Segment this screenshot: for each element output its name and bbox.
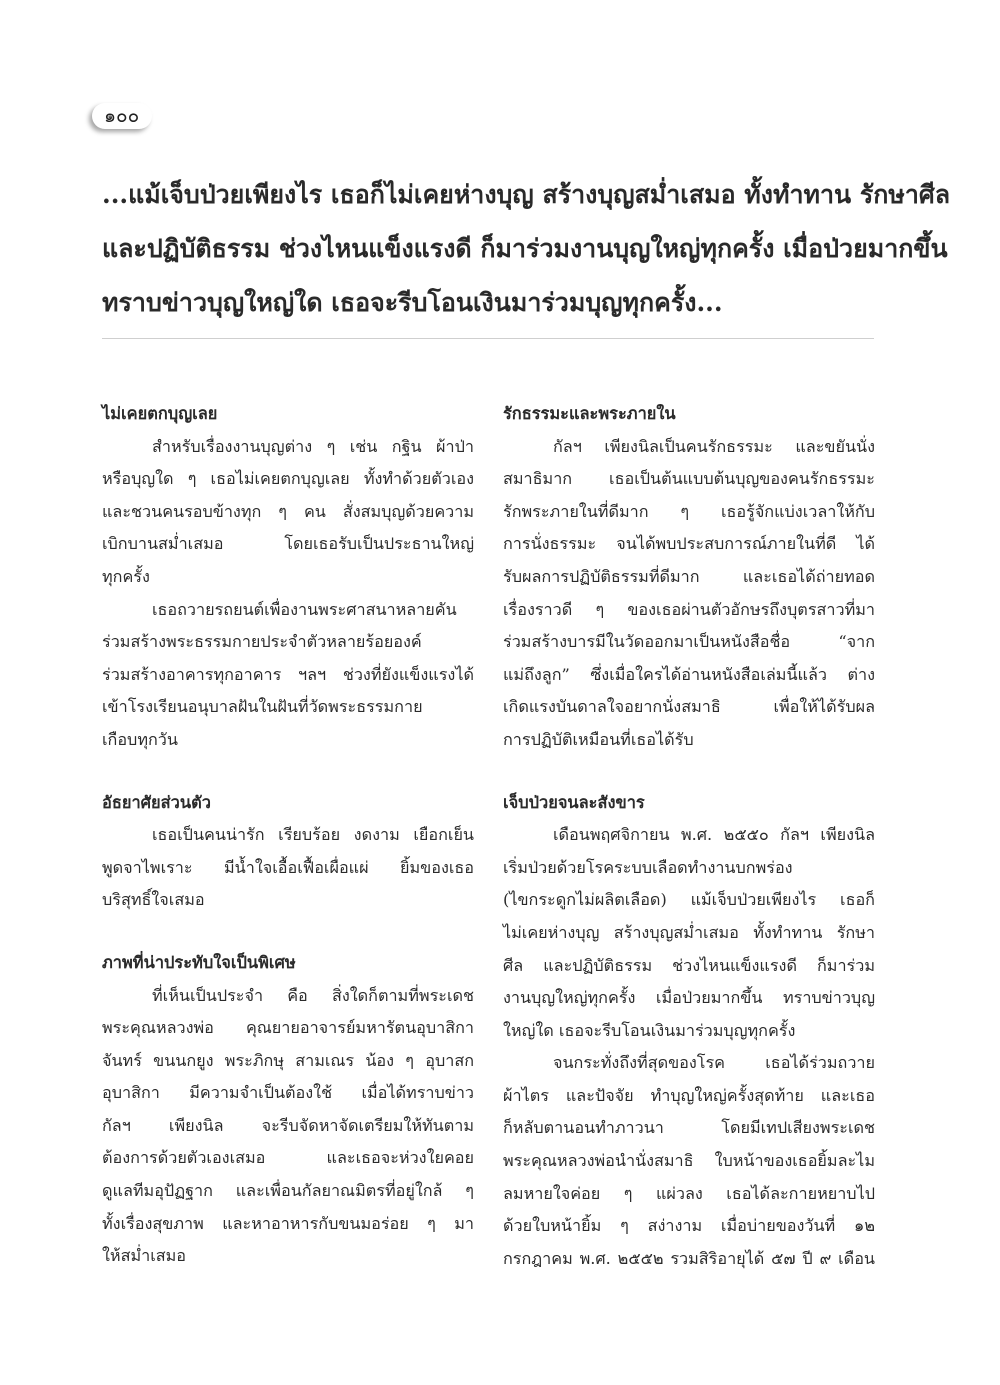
section-heading: เจ็บป่วยจนละสังขาร (503, 792, 645, 812)
paragraph-line: เบิกบานสม่ำเสมอ โดยเธอรับเป็นประธานใหญ่ (102, 534, 474, 554)
paragraph-line: รับผลการปฏิบัติธรรมที่ดีมาก และเธอได้ถ่ายทอด (503, 566, 875, 586)
paragraph-line: ด้วยใบหน้ายิ้ม ๆ สง่างาม เมื่อบ่ายของวันที่ ๑๒ (503, 1216, 875, 1236)
paragraph-line: พูดจาไพเราะ มีน้ำใจเอื้อเฟื้อเผื่อแผ่ ยิ้มของเธอ (102, 857, 474, 877)
paragraph-line: ศีล และปฏิบัติธรรม ช่วงไหนแข็งแรงดี ก็มาร่วม (503, 955, 875, 975)
paragraph-line: แม่ถึงลูก” ซึ่งเมื่อใครได้อ่านหนังสือเล่มนี้แล้ว ต่าง (503, 664, 875, 684)
paragraph-line: เข้าโรงเรียนอนุบาลฝันในฝันที่วัดพระธรรมกาย (102, 697, 423, 717)
paragraph-line: ต้องการด้วยตัวเองเสมอ และเธอจะห่วงใยคอย (102, 1148, 474, 1168)
section-heading: ไม่เคยตกบุญเลย (102, 404, 218, 423)
paragraph-line: จันทร์ ขนนกยูง พระภิกษุ สามเณร น้อง ๆ อุบาสก (102, 1050, 474, 1070)
paragraph-line: สำหรับเรื่องงานบุญต่าง ๆ เช่น กฐิน ผ้าป่า (152, 436, 474, 456)
section-heading: รักธรรมะและพระภายใน (503, 404, 676, 423)
paragraph-line: อุบาสิกา มีความจำเป็นต้องใช้ เมื่อได้ทราบข่าว (102, 1083, 474, 1103)
paragraph-line: ไม่เคยห่างบุญ สร้างบุญสม่ำเสมอ ทั้งทำทาน รักษา (503, 922, 875, 942)
paragraph-line: ผ้าไตร และปัจจัย ทำบุญใหญ่ครั้งสุดท้าย และเธอ (503, 1085, 875, 1105)
paragraph-line: ทั้งเรื่องสุขภาพ และหาอาหารกับขนมอร่อย ๆ มา (102, 1213, 474, 1233)
pull-quote (102, 168, 951, 330)
paragraph-line: ร่วมสร้างบารมีในวัดออกมาเป็นหนังสือชื่อ “จาก (503, 632, 875, 652)
left-column (102, 398, 474, 1273)
paragraph-line: บริสุทธิ์ใจเสมอ (102, 890, 205, 910)
paragraph-line: การปฏิบัติเหมือนที่เธอได้รับ (503, 729, 694, 749)
paragraph-line: ทุกครั้ง (102, 566, 150, 586)
paragraph-line: ลมหายใจค่อย ๆ แผ่วลง เธอได้ละกายหยาบไป (503, 1183, 875, 1203)
paragraph-line: กัลฯ เพียงนิลเป็นคนรักธรรมะ และขยันนั่ง (553, 436, 875, 456)
paragraph-line: และชวนคนรอบข้างทุก ๆ คน สั่งสมบุญด้วยความ (102, 501, 474, 521)
paragraph-line: ก็หลับตานอนทำภาวนา โดยมีเทปเสียงพระเดช (503, 1118, 875, 1138)
paragraph-line: เธอถวายรถยนต์เพื่องานพระศาสนาหลายคัน (152, 599, 457, 619)
paragraph-line: ให้สม่ำเสมอ (102, 1246, 187, 1266)
paragraph-line: หรือบุญใด ๆ เธอไม่เคยตกบุญเลย ทั้งทำด้วยตัวเอง (102, 469, 474, 489)
section-heading: อัธยาศัยส่วนตัว (102, 792, 211, 812)
paragraph-line: เรื่องราวดี ๆ ของเธอผ่านตัวอักษรถึงบุตรสาวที่มา (503, 599, 875, 619)
paragraph-line: ดูแลทีมอุปัฏฐาก และเพื่อนกัลยาณมิตรที่อยู่ใกล้ ๆ (102, 1181, 474, 1201)
paragraph-line: การนั่งธรรมะ จนได้พบประสบการณ์ภายในที่ดี ได้ (503, 534, 875, 554)
paragraph-line: กัลฯ เพียงนิล จะรีบจัดหาจัดเตรียมให้ทันตาม (102, 1115, 474, 1135)
paragraph-line: เกือบทุกวัน (102, 729, 178, 749)
divider (102, 338, 874, 339)
section-heading: ภาพที่น่าประทับใจเป็นพิเศษ (102, 952, 296, 972)
page-number: ๑๐๐ (104, 105, 140, 127)
paragraph-line: (ไขกระดูกไม่ผลิตเลือด) แม้เจ็บป่วยเพียงไร เธอก็ (503, 890, 875, 910)
paragraph-line: สมาธิมาก เธอเป็นต้นแบบต้นบุญของคนรักธรรมะ (503, 469, 875, 489)
quote-line: ทราบข่าวบุญใหญ่ใด เธอจะรีบโอนเงินมาร่วมบุญทุกครั้ง... (102, 288, 723, 317)
paragraph-line: ร่วมสร้างพระธรรมกายประจำตัวหลายร้อยองค์ (102, 632, 422, 652)
paragraph-line: เดือนพฤศจิกายน พ.ศ. ๒๕๕๐ กัลฯ เพียงนิล (553, 825, 875, 845)
paragraph-line: ใหญ่ใด เธอจะรีบโอนเงินมาร่วมบุญทุกครั้ง (503, 1020, 796, 1040)
paragraph-line: งานบุญใหญ่ทุกครั้ง เมื่อป่วยมากขึ้น ทราบข่าวบุญ (503, 988, 875, 1008)
paragraph-line: เธอเป็นคนน่ารัก เรียบร้อย งดงาม เยือกเย็น (152, 825, 474, 845)
paragraph-line: พระคุณหลวงพ่อ คุณยายอาจารย์มหารัตนอุบาสิกา (102, 1018, 474, 1038)
paragraph-line: พระคุณหลวงพ่อนำนั่งสมาธิ ใบหน้าของเธอยิ้มละไม (503, 1151, 875, 1171)
paragraph-line: จนกระทั่งถึงที่สุดของโรค เธอได้ร่วมถวาย (553, 1053, 875, 1073)
quote-line: และปฏิบัติธรรม ช่วงไหนแข็งแรงดี ก็มาร่วมงานบุญใหญ่ทุกครั้ง เมื่อป่วยมากขึ้น (102, 234, 948, 263)
paragraph-line: เกิดแรงบันดาลใจอยากนั่งสมาธิ เพื่อให้ได้รับผล (503, 697, 875, 717)
right-column (503, 398, 875, 1275)
paragraph-line: ที่เห็นเป็นประจำ คือ สิ่งใดก็ตามที่พระเดช (152, 985, 474, 1005)
paragraph-line: เริ่มป่วยด้วยโรคระบบเลือดทำงานบกพร่อง (503, 857, 793, 877)
paragraph-line: ร่วมสร้างอาคารทุกอาคาร ฯลฯ ช่วงที่ยังแข็งแรงได้ (102, 664, 474, 684)
paragraph-line: กรกฎาคม พ.ศ. ๒๕๕๒ รวมสิริอายุได้ ๕๗ ปี ๙ เดือน (503, 1248, 875, 1268)
quote-line: ...แม้เจ็บป่วยเพียงไร เธอก็ไม่เคยห่างบุญ สร้างบุญสม่ำเสมอ ทั้งทำทาน รักษาศีล (102, 180, 951, 209)
paragraph-line: รักพระภายในที่ดีมาก ๆ เธอรู้จักแบ่งเวลาให้กับ (503, 501, 875, 521)
